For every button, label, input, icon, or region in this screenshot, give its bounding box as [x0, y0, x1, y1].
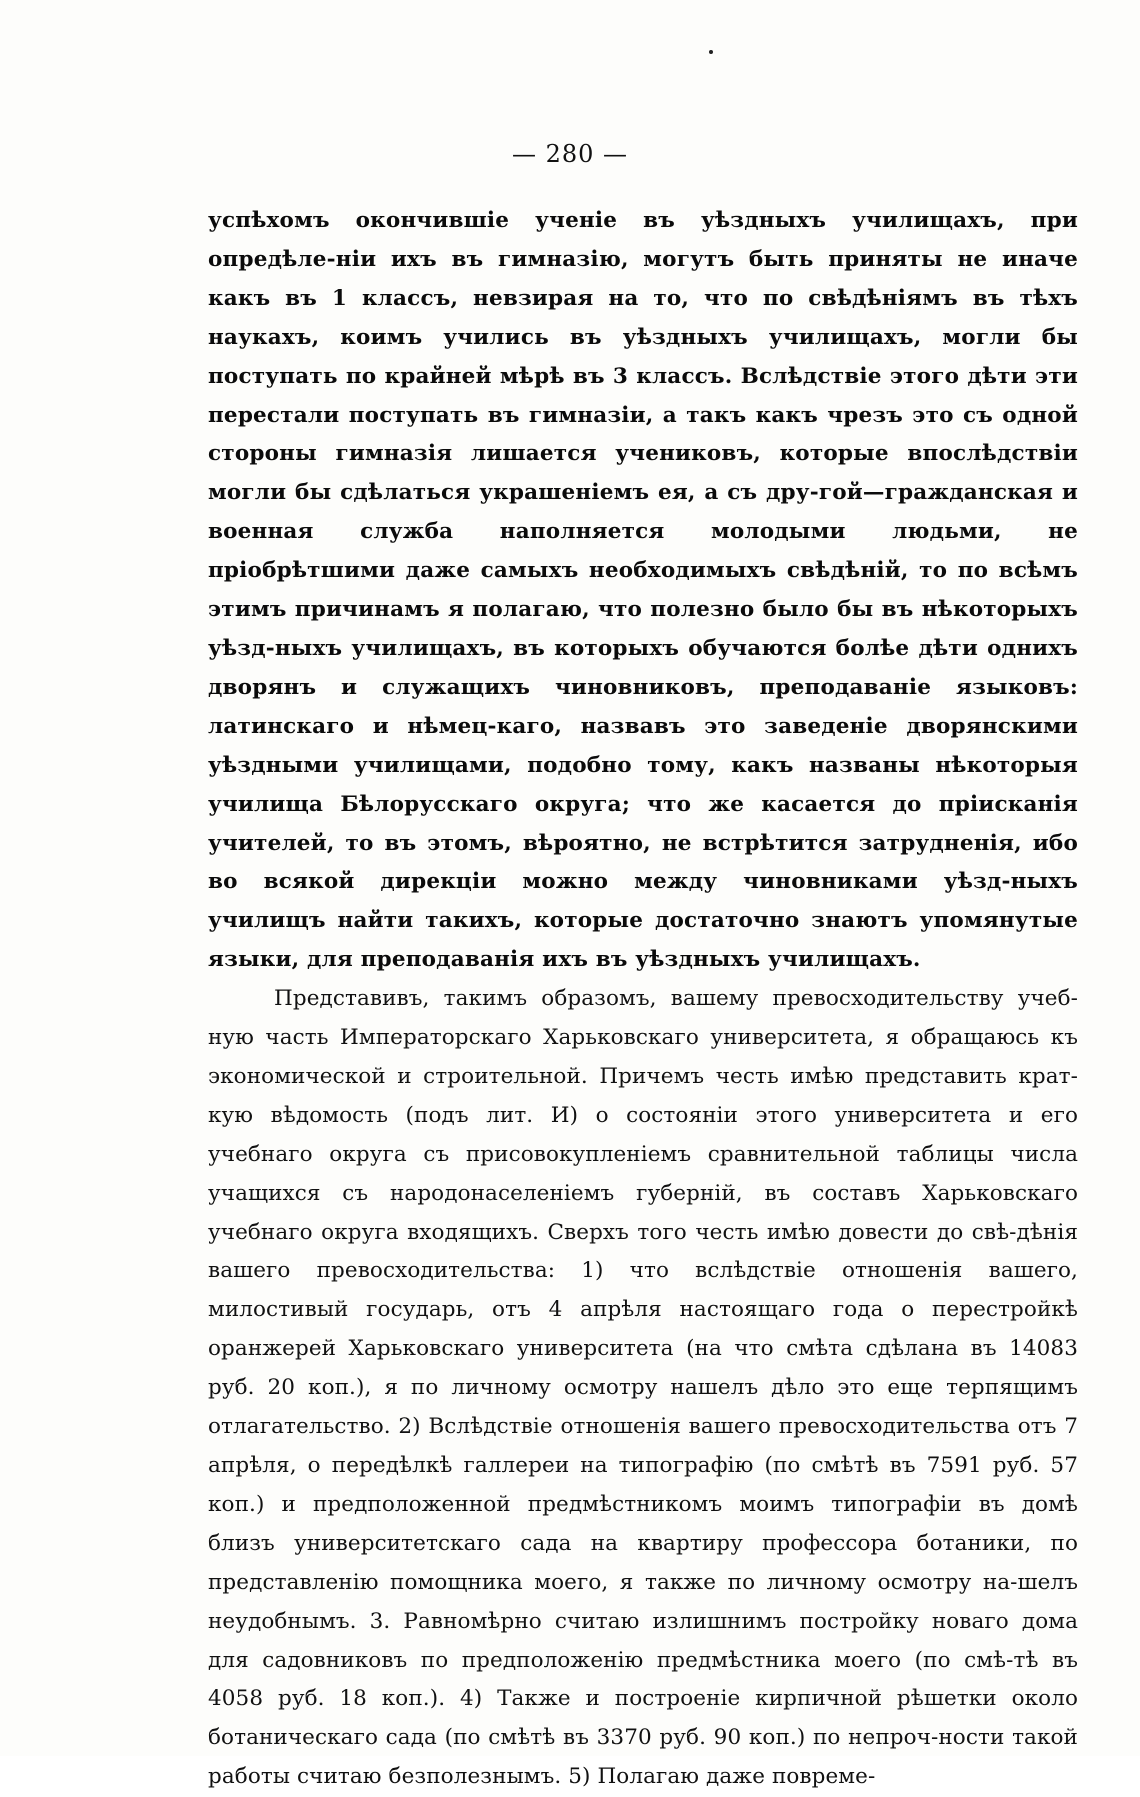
ink-dot	[709, 50, 713, 54]
body-text	[208, 202, 1078, 1797]
paragraph-2: Представивъ, такимъ образомъ, вашему превосходительству учеб-ную часть Императорскаго Харьковскаго университета, я обращаюсь къ экономической и строительной. Причемъ честь имѣю представить крат-кую вѣдомость (подъ лит. И) о состояніи этого университета и его учебнаго округа съ присовокупленіемъ сравнительной таблицы числа учащихся съ народонаселеніемъ губерній, въ составъ Харьковскаго учебнаго округа входящихъ. Сверхъ того честь имѣю довести до свѣ-дѣнія вашего превосходительства: 1) что вслѣдствіе отношенія вашего, милостивый государь, отъ 4 апрѣля настоящаго года о перестройкѣ оранжерей Харьковскаго университета (на что смѣта сдѣлана въ 14083 руб. 20 коп.), я по личному осмотру нашелъ дѣло это еще терпящимъ отлагательство. 2) Вслѣдствіе отношенія вашего превосходительства отъ 7 апрѣля, о передѣлкѣ галлереи на типографію (по смѣтѣ въ 7591 руб. 57 коп.) и предположенной предмѣстникомъ моимъ типографіи въ домѣ близъ университетскаго сада на квартиру профессора ботаники, по представленію помощника моего, я также по личному осмотру на-шелъ неудобнымъ. 3. Равномѣрно считаю излишнимъ постройку новаго дома для садовниковъ по предположенію предмѣстника моего (по смѣ-тѣ въ 4058 руб. 18 коп.). 4) Также и построеніе кирпичной рѣшетки около ботаническаго сада (по смѣтѣ въ 3370 руб. 90 коп.) по непроч-ности такой работы считаю безполезнымъ. 5) Полагаю даже поврeме-	[208, 986, 1078, 1790]
paragraph-1: успѣхомъ окончившіе ученіе въ уѣздныхъ училищахъ, при опредѣле-ніи ихъ въ гимназію, могутъ быть приняты не иначе какъ въ 1 классъ, невзирая на то, что по свѣдѣніямъ въ тѣхъ наукахъ, коимъ учились въ уѣздныхъ училищахъ, могли бы поступать по крайней мѣрѣ въ 3 классъ. Вслѣдствіе этого дѣти эти перестали поступать въ гимназіи, а такъ какъ чрезъ это съ одной стороны гимназія лишается учениковъ, которые впослѣдствіи могли бы сдѣлаться украшеніемъ ея, а съ дру-гой—гражданская и военная служба наполняется молодыми людьми, не пріобрѣтшими даже самыхъ необходимыхъ свѣдѣній, то по всѣмъ этимъ причинамъ я полагаю, что полезно было бы въ нѣкоторыхъ уѣзд-ныхъ училищахъ, въ которыхъ обучаются болѣе дѣти однихъ дворянъ и служащихъ чиновниковъ, преподаваніе языковъ: латинскаго и нѣмец-каго, назвавъ это заведеніе дворянскими уѣздными училищами, подобно тому, какъ названы нѣкоторыя училища Бѣлорусскаго округа; что же касается до пріисканія учителей, то въ этомъ, вѣроятно, не встрѣтится затрудненія, ибо во всякой дирекціи можно между чиновниками уѣзд-ныхъ училищъ найти такихъ, которые достаточно знаютъ упомянутые языки, для преподаванія ихъ въ уѣздныхъ училищахъ.	[208, 208, 1078, 973]
page-number: — 280 —	[511, 140, 629, 168]
